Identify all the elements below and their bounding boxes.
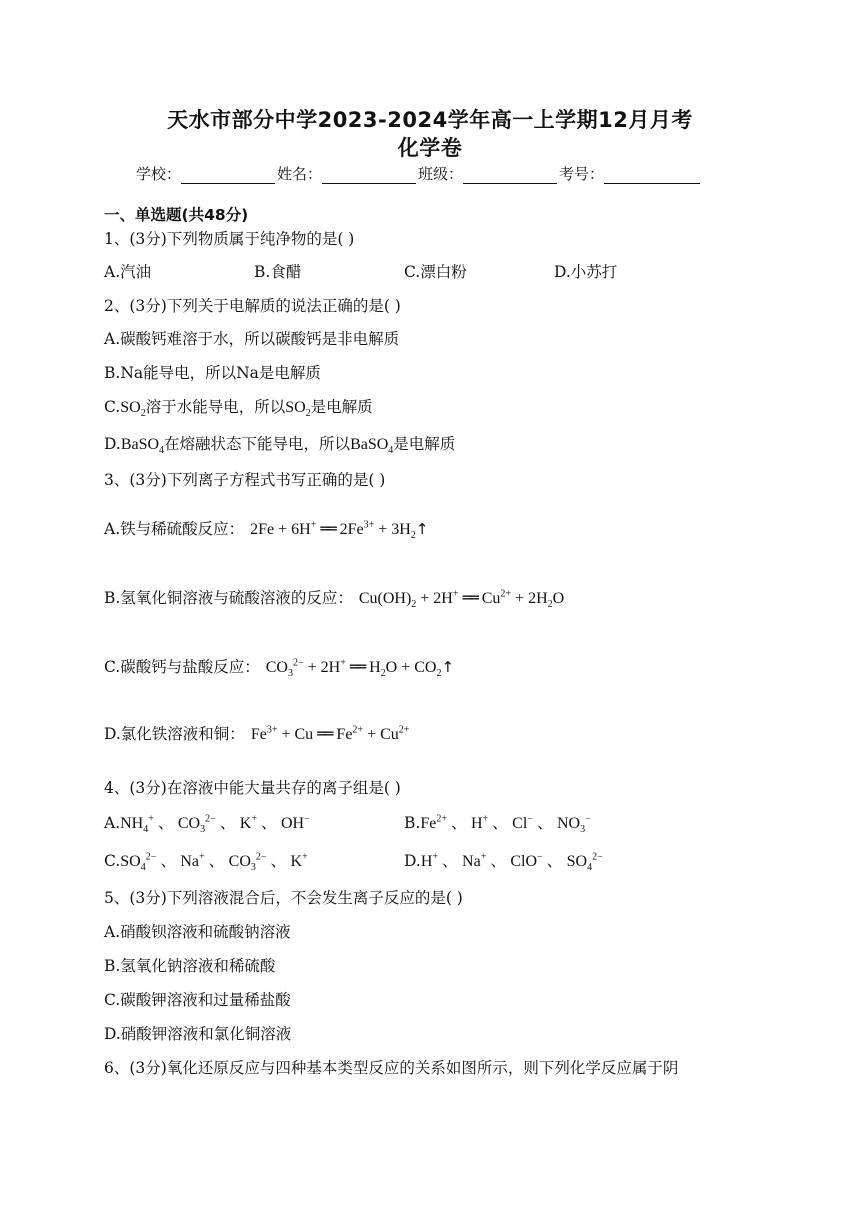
q2-option-b: B.Na能导电，所以Na是电解质	[104, 364, 321, 382]
q1-option-c: C.漂白粉	[404, 263, 467, 281]
q3-option-a: A.铁与稀硫酸反应： 2Fe + 6H+ ══ $2Fe^{3+}$ + $3H_2↑$	[104, 519, 429, 542]
q2-stem: 2、(3分)下列关于电解质的说法正确的是( )	[104, 297, 401, 315]
q2-option-d: D.BaSO$_4$在熔融状态下能导电，所以BaSO$_4$是电解质	[104, 435, 456, 457]
q4-option-b: $B.Fe^{2+}$ 、 H+ 、 Cl− 、 $NO_3^-$	[404, 813, 591, 836]
exam-number-blank[interactable]	[604, 166, 700, 184]
q4-option-d: D.H+ 、 Na+ 、 ClO− 、 $SO_4^{2-}$	[404, 851, 603, 874]
school-label: 学校：	[136, 165, 182, 183]
student-info-row	[136, 163, 702, 184]
q4-row-ab	[104, 813, 744, 834]
q4-option-c: $C.SO_4^{2-}$ 、 Na+ 、 $CO_3^{2-}$ 、 K+	[104, 851, 308, 874]
q2-option-c: $C.SO_2$溶于水能导电，所以$SO_2$是电解质	[104, 398, 373, 420]
exam-subtitle: 化学卷	[397, 136, 463, 160]
section-title: 一、单选题(共48分)	[104, 206, 249, 224]
q4-option-a: $A.NH_4^+$ 、 $CO_3^{2-}$ 、 K+ 、 OH−	[104, 813, 310, 836]
q5-option-d: D.硝酸钾溶液和氯化铜溶液	[104, 1025, 292, 1043]
q2-option-a: A.碳酸钙难溶于水，所以碳酸钙是非电解质	[104, 330, 400, 348]
q3-option-c: C.碳酸钙与盐酸反应： $CO_3^{2-} + 2H^+$ ══ $H_2O$ + $CO_2↑$	[104, 657, 455, 680]
q5-option-c: C.碳酸钾溶液和过量稀盐酸	[104, 991, 291, 1009]
class-blank[interactable]	[463, 166, 557, 184]
q1-stem: 1、(3分)下列物质属于纯净物的是( )	[104, 230, 355, 248]
q1-option-a: A.汽油	[104, 263, 152, 281]
school-blank[interactable]	[181, 166, 275, 184]
q5-option-b: B.氢氧化钠溶液和稀硫酸	[104, 957, 276, 975]
q3-stem: 3、(3分)下列离子方程式书写正确的是( )	[104, 471, 386, 489]
q3-option-d: D.氯化铁溶液和铜： $Fe^{3+} + Cu$ ══ $Fe^{2+} + Cu^{2+}$	[104, 724, 410, 743]
q4-stem: 4、(3分)在溶液中能大量共存的离子组是( )	[104, 779, 401, 797]
q4-row-cd	[104, 851, 744, 872]
q3-option-b: B.氢氧化铜溶液与硫酸溶液的反应： $Cu(OH)_2 + 2H^+$ ══ $Cu^{2+} + 2H_2O$	[104, 588, 565, 611]
name-label: 姓名：	[277, 165, 323, 183]
q5-stem: 5、(3分)下列溶液混合后，不会发生离子反应的是( )	[104, 889, 463, 907]
name-blank[interactable]	[322, 166, 416, 184]
q6-stem: 6、(3分)氧化还原反应与四种基本类型反应的关系如图所示，则下列化学反应属于阴	[104, 1059, 679, 1077]
class-label: 班级：	[418, 165, 464, 183]
q1-option-b: B.食醋	[254, 263, 302, 281]
exam-title: 天水市部分中学2023-2024学年高一上学期12月月考	[167, 108, 693, 132]
q1-option-d: D.小苏打	[554, 263, 618, 281]
exam-number-label: 考号：	[559, 165, 605, 183]
q5-option-a: A.硝酸钡溶液和硫酸钠溶液	[104, 923, 291, 941]
